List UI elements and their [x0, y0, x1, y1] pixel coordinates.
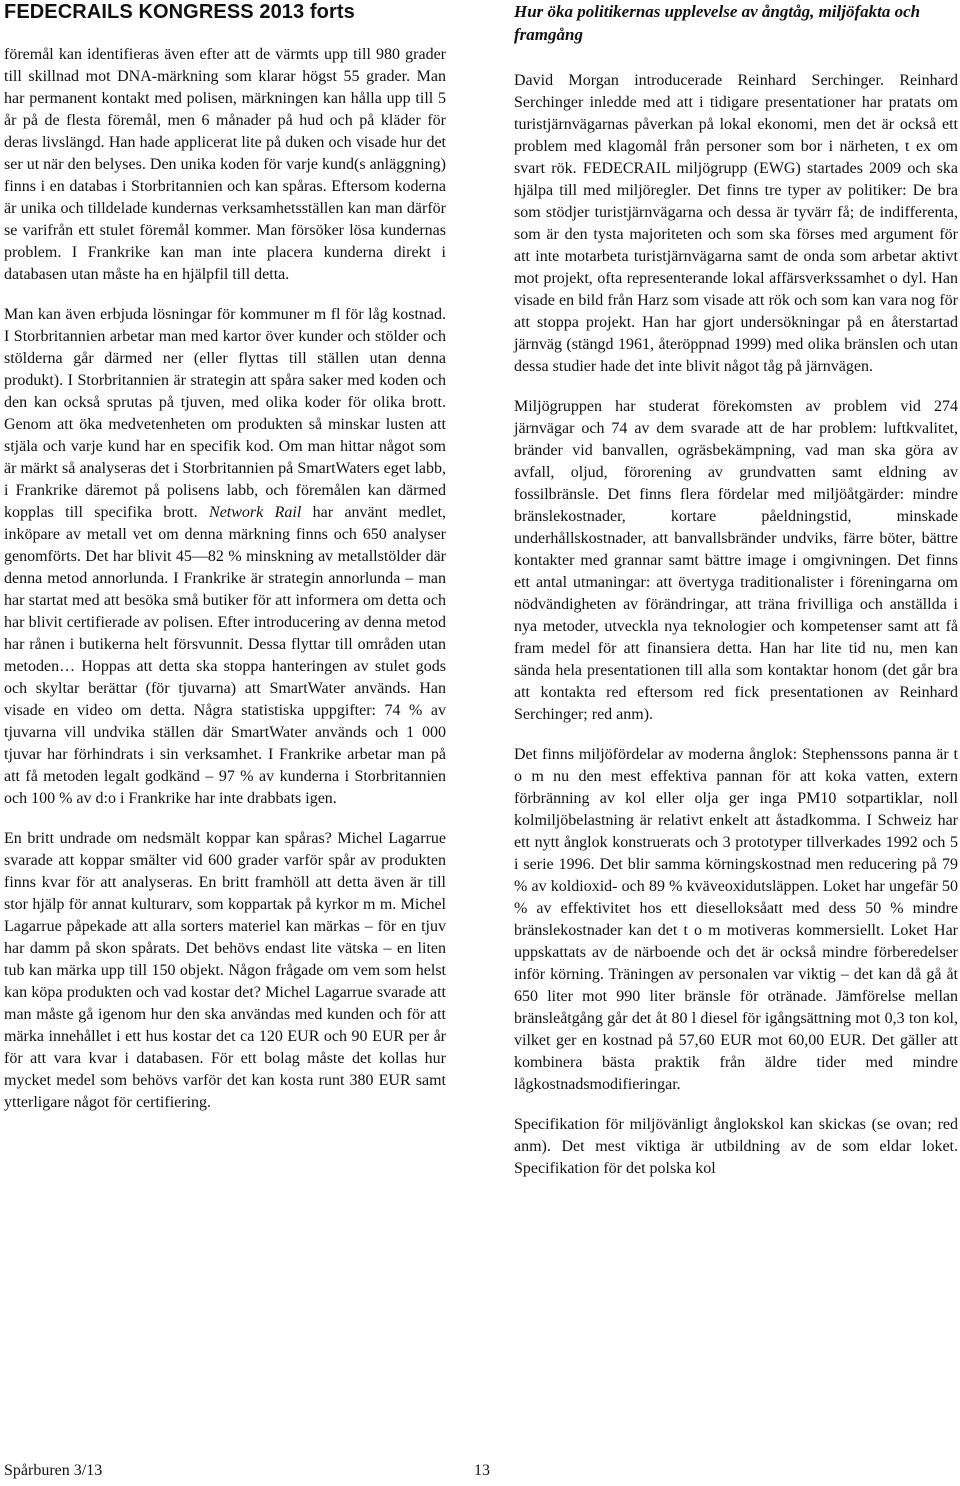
paragraph-text: har använt medlet, inköpare av metall vet om denna märkning finns och 650 analyser genomförts. Det har blivit 45—82 % minskning av metallstölder där denna metod annorlunda. I Frankrike är strategin annorlunda – man har startat med att besöka små butiker för att informera om detta och har blivit certifierade av polisen. Efter introducering av denna metod har rånen i butikerna helt försvunnit. Dessa flyttar till områden utan metoden… Hoppas att detta ska stoppa hanteringen av stulet gods och skyltar berättar (för tjuvarna) att SmartWater används. Han visade en video om detta. Några statistiska uppgifter: 74 % av tjuvarna vill undvika ställen där SmartWater används och 1 000 tjuvar har förhindrats i sin verksamhet. I Frankrike arbetar man på att få metoden legalt godkänd – 97 % av kunderna i Storbritannien och 100 % av d:o i Frankrike har inte drabbats igen. — [4, 504, 447, 807]
paragraph — [4, 304, 446, 810]
paragraph: Miljögruppen har studerat förekomsten av problem vid 274 järnvägar och 74 av dem svarade att de har problem: luftkvalitet, bränder vid banvallen, ogräsbekämpning, vad man ska göra av avfall, oljud, förorening av grundvatten samt eldning av fossilbränsle. Det finns flera fördelar med miljöåtgärder: mindre bränslekostnader, kortare påeldningstid, minskade underhållskostnader, att banvallsbränder undviks, färre böter, bättre kontakter med grannar samt bättre image i omgivningen. Det finns ett antal utmaningar: att övertyga traditionalister i föreningarna om nödvändigheten av förändringar, att träna frivilliga och anställda i nya metoder, utveckla nya teknologier och kompetenser samt att få fram medel för att finansiera detta. Han har lite tid nu, men kan sända hela presentationen till alla som kontaktar honom (det går bra att kontakta red eftersom red fick presentationen av Reinhard Serchinger; red anm). — [514, 398, 958, 723]
page-header-title: FEDECRAILS KONGRESS 2013 forts — [4, 1, 355, 23]
footer-publication: Spårburen 3/13 — [4, 1462, 103, 1479]
section-heading: Hur öka politikernas upplevelse av ångtåg, miljöfakta och framgång — [514, 2, 921, 44]
paragraph: Det finns miljöfördelar av moderna ånglok: Stephenssons panna är t o m nu den mest effektiva pannan för att koka vatten, extern förbränning av kol eller olja ger inga PM10 sotpartiklar, noll kolmiljöbelastning är relativt enkelt att åstadkomma. I Schweiz har ett nytt ånglok konstruerats och 3 prototyper tillverkades 1992 och 5 i serie 1996. Det blir samma körningskostnad men reducering på 79 % av koldioxid- och 89 % kväveoxidutsläppen. Loket har ungefär 50 % av effektivitet hos ett dieselloksåatt med dess 50 % mindre bränslekostnader kan det t o m motiveras kommersiellt. Loket Har uppskattats av de närboende och det är också mindre förberedelser inför körning. Träningen av personalen var viktig – det kan då gå åt 650 liter mot 990 liter bränsle för otränade. Jämförelse mellan bränsleåtgång går det åt 80 l diesel för igångsättning mot 0,3 ton kol, vilket ger en kostnad på 57,60 EUR mot 60,00 EUR. Det gäller att kombinera bästa praktik från äldre tider med mindre lågkostnadsmodifieringar. — [514, 746, 958, 1093]
italic-term: Network Rail — [209, 504, 302, 521]
left-column — [4, 44, 446, 1114]
paragraph: föremål kan identifieras även efter att de värmts upp till 980 grader till skillnad mot DNA-märkning som klarar högst 55 grader. Man har permanent kontakt med polisen, märkningen kan hålla upp till 5 år på de flesta föremål, men 6 månader på hud och på kläder för deras livslängd. Han hade applicerat lite på duken och visade hur det ser ut när den belyses. Den unika koden för varje kund(s anläggning) finns i en databas i Storbritannien och kan spåras. Eftersom koderna är unika och tilldelade kundernas verksamhetsställen kan man därför se varifrån ett stulet föremål kommer. Man försöker lösa kundernas problem. I Frankrike kan man inte placera kunderna direkt i databasen utan måste ha en hjälpfil till detta. — [4, 46, 446, 283]
paragraph-text: Man kan även erbjuda lösningar för kommuner m fl för låg kostnad. I Storbritannien arbetar man med kartor över kunder och stölder och stölderna går därmed ner (eller flyttas till ställen utan denna produkt). I Storbritannien är strategin att spåra saker med koden och den kan också sprutas på tjuven, med olika koder för olika brott. Genom att öka medvetenheten om produkten så minskar lusten att stjäla och varje kund har en specifik kod. Om man hittar något som är märkt så analyseras det i Storbritannien på SmartWaters eget labb, i Frankrike däremot på polisens labb, och föremålen kan därmed kopplas till specifika brott. — [4, 306, 446, 521]
paragraph: David Morgan introducerade Reinhard Serchinger. Reinhard Serchinger inledde med att i tidigare presentationer har pratats om turistjärnvägarnas påverkan på lokal ekonomi, men det är också ett problem med klagomål från personer som bor i närheten, t ex om svart rök. FEDECRAIL miljögrupp (EWG) startades 2009 och ska hjälpa till med miljöregler. Det finns tre typer av politiker: De bra som stödjer turistjärnvägarna och dessa är tyvärr få; de indifferenta, som är den tysta majoriteten och som ska förses med argument för att inte motarbeta turistjärnvägarna samt de onda som arbetar aktivt mot projekt, ofta representerande lokal affärsverkssamhet o dyl. Han visade en bild från Harz som visade att rök och som kan vara nog för att stoppa projekt. Han har gjort undersökningar på en återstartad järnväg (stängd 1961, återöppnad 1999) med olika bränslen och utan dessa studier hade det inte blivit något tåg på järnvägen. — [514, 72, 958, 375]
page-number: 13 — [474, 1462, 490, 1479]
paragraph: En britt undrade om nedsmält koppar kan spåras? Michel Lagarrue svarade att koppar smälter vid 600 grader varför spår av produkten finns kvar för att analyseras. En britt framhöll att detta även är till stor hjälp för annat kulturarv, som koppartak på kyrkor m m. Michel Lagarrue påpekade att alla sorters materiel kan märkas – för en tjuv har damm på skon spårats. Det behövs endast lite vätska – en liten tub kan märka upp till 150 objekt. Någon frågade om vem som helst kan köpa produkten och vad kostar det? Michel Lagarrue svarade att man måste gå igenom hur den ska användas med kunden och för att märka innehållet i ett hus kostar det ca 120 EUR och 90 EUR per år för att vara kvar i databasen. För ett bolag måste det kollas hur mycket medel som behövs varför det kan kosta runt 380 EUR samt ytterligare något för certifiering. — [4, 830, 446, 1111]
paragraph: Specifikation för miljövänligt ånglokskol kan skickas (se ovan; red anm). Det mest viktiga är utbildning av de som eldar loket. Specifikation för det polska kol — [514, 1116, 958, 1177]
right-column — [514, 0, 958, 1180]
